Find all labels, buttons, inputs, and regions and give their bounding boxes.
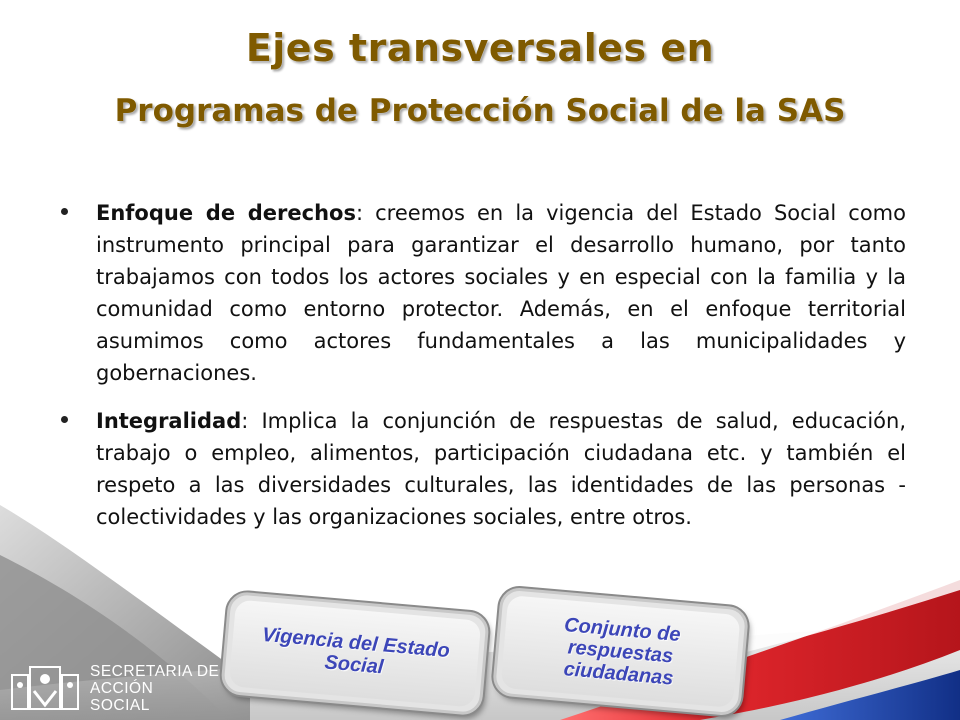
- logo-line1: SECRETARIA DE: [90, 663, 220, 680]
- bullet-text: [96, 197, 906, 389]
- logo-line2: ACCIÓN: [90, 680, 154, 697]
- sas-logo: [10, 653, 225, 717]
- slide-title-line2: Programas de Protección Social de la SAS: [114, 93, 846, 129]
- logo-line3: SOCIAL: [90, 697, 150, 714]
- bullet-description: : Implica la conjunción de respuestas de salud, educación, trabajo o empleo, alimentos, participación ciudadana etc. y también el respeto a las diversidades culturales, las identidades de las personas - colectividades y las organizaciones sociales, entre otros.: [96, 409, 906, 529]
- card-conjunto-respuestas: [492, 586, 750, 716]
- bullet-list: [58, 197, 906, 549]
- bullet-term: Enfoque de derechos: [96, 201, 356, 225]
- card-label: Conjunto de respuestas ciudadanas: [562, 613, 682, 690]
- sas-logo-text: [90, 663, 219, 714]
- slide-title-line1: Ejes transversales en: [245, 26, 715, 70]
- card-inner: [500, 595, 740, 708]
- bullet-icon: [61, 416, 68, 423]
- sas-logo-icon: [10, 661, 82, 711]
- bullet-text: [96, 405, 906, 533]
- bullet-description: : creemos en la vigencia del Estado Social como instrumento principal para garantizar el desarrollo humano, por tanto trabajamos con todos los actores sociales y en especial con la familia y la comunidad como entorno protector. Además, en el enfoque territorial asumimos como actores fundamentales a las municipalidades y gobernaciones.: [96, 201, 906, 385]
- card-inner: [229, 599, 482, 707]
- bullet-item-enfoque-derechos: [58, 197, 906, 389]
- bullet-term: Integralidad: [96, 409, 242, 433]
- bullet-item-integralidad: [58, 405, 906, 533]
- card-label: Vigencia del Estado Social: [261, 623, 451, 678]
- bullet-icon: [61, 208, 68, 215]
